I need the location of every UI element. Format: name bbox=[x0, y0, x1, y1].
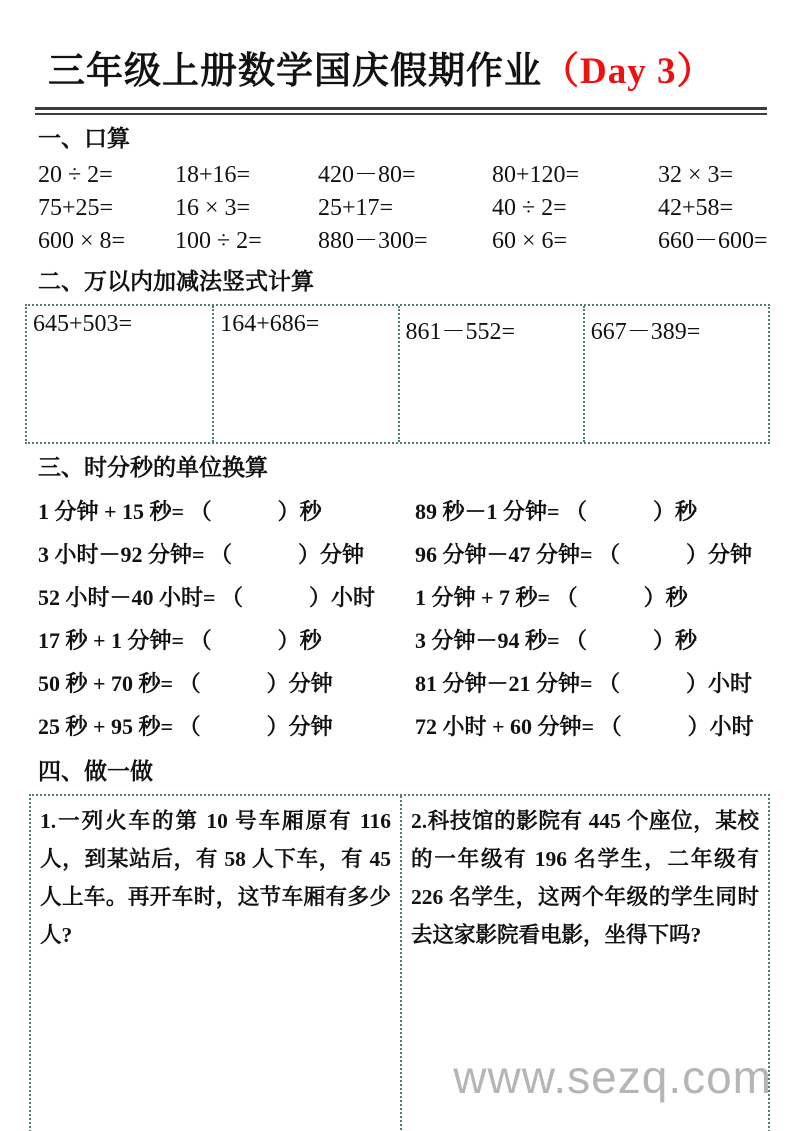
oral-item: 75+25= bbox=[38, 195, 114, 221]
section-2-heading: 二、万以内加减法竖式计算 bbox=[38, 269, 314, 294]
oral-item: 660－600= bbox=[658, 228, 768, 254]
conversion-item: 50 秒 + 70 秒= （ ）分钟 bbox=[38, 671, 333, 696]
oral-calc-grid bbox=[38, 159, 770, 258]
vertical-calc-cell: 667－389= bbox=[583, 306, 768, 442]
oral-item: 100 ÷ 2= bbox=[175, 228, 262, 254]
conversion-item: 72 小时 + 60 分钟= （ ）小时 bbox=[415, 714, 754, 739]
vertical-calc-cell: 861－552= bbox=[398, 306, 583, 442]
conversion-item: 81 分钟－21 分钟= （ ）小时 bbox=[415, 671, 753, 696]
conversion-item: 52 小时－40 小时= （ ）小时 bbox=[38, 585, 376, 610]
page-title bbox=[48, 40, 770, 94]
title-double-rule bbox=[35, 107, 767, 115]
word-problem-1: 1.一列火车的第 10 号车厢原有 116 人，到某站后，有 58 人下车，有 45 人上车。再开车时，这节车厢有多少人? bbox=[40, 809, 391, 947]
oral-item: 600 × 8= bbox=[38, 228, 126, 254]
conversion-item: 1 分钟 + 7 秒= （ ）秒 bbox=[415, 585, 688, 610]
page-title-text: 三年级上册数学国庆假期作业 bbox=[48, 51, 542, 92]
word-problems-box bbox=[29, 794, 770, 1131]
section-3-heading: 三、时分秒的单位换算 bbox=[38, 455, 268, 480]
conversion-item: 3 小时－92 分钟= （ ）分钟 bbox=[38, 542, 365, 567]
unit-conversion-grid bbox=[38, 490, 770, 748]
conversion-item: 1 分钟 + 15 秒= （ ）秒 bbox=[38, 499, 322, 524]
oral-item: 80+120= bbox=[492, 162, 580, 188]
oral-item: 40 ÷ 2= bbox=[492, 195, 567, 221]
conversion-item: 96 分钟－47 分钟= （ ）分钟 bbox=[415, 542, 753, 567]
watermark: www.sezq.com bbox=[453, 1051, 772, 1103]
conversion-item: 89 秒－1 分钟= （ ）秒 bbox=[415, 499, 698, 524]
conversion-item: 25 秒 + 95 秒= （ ）分钟 bbox=[38, 714, 333, 739]
oral-item: 60 × 6= bbox=[492, 228, 568, 254]
oral-item: 42+58= bbox=[658, 195, 734, 221]
oral-item: 32 × 3= bbox=[658, 162, 734, 188]
oral-item: 420－80= bbox=[318, 162, 416, 188]
word-problem-2: 2.科技馆的影院有 445 个座位，某校的一年级有 196 名学生，二年级有 226 名学生，这两个年级的学生同时去这家影院看电影，坐得下吗? bbox=[400, 796, 768, 1131]
oral-item: 18+16= bbox=[175, 162, 251, 188]
page-title-day-badge: （Day 3） bbox=[542, 51, 715, 92]
section-4-heading: 四、做一做 bbox=[38, 759, 153, 784]
oral-item: 16 × 3= bbox=[175, 195, 251, 221]
oral-item: 20 ÷ 2= bbox=[38, 162, 113, 188]
vertical-calc-cell: 645+503= bbox=[33, 311, 133, 337]
conversion-item: 3 分钟－94 秒= （ ）秒 bbox=[415, 628, 698, 653]
conversion-item: 17 秒 + 1 分钟= （ ）秒 bbox=[38, 628, 322, 653]
section-1-heading: 一、口算 bbox=[38, 126, 130, 151]
oral-item: 880－300= bbox=[318, 228, 428, 254]
vertical-calc-box bbox=[25, 304, 770, 444]
vertical-calc-cell: 164+686= bbox=[212, 306, 397, 442]
oral-item: 25+17= bbox=[318, 195, 394, 221]
